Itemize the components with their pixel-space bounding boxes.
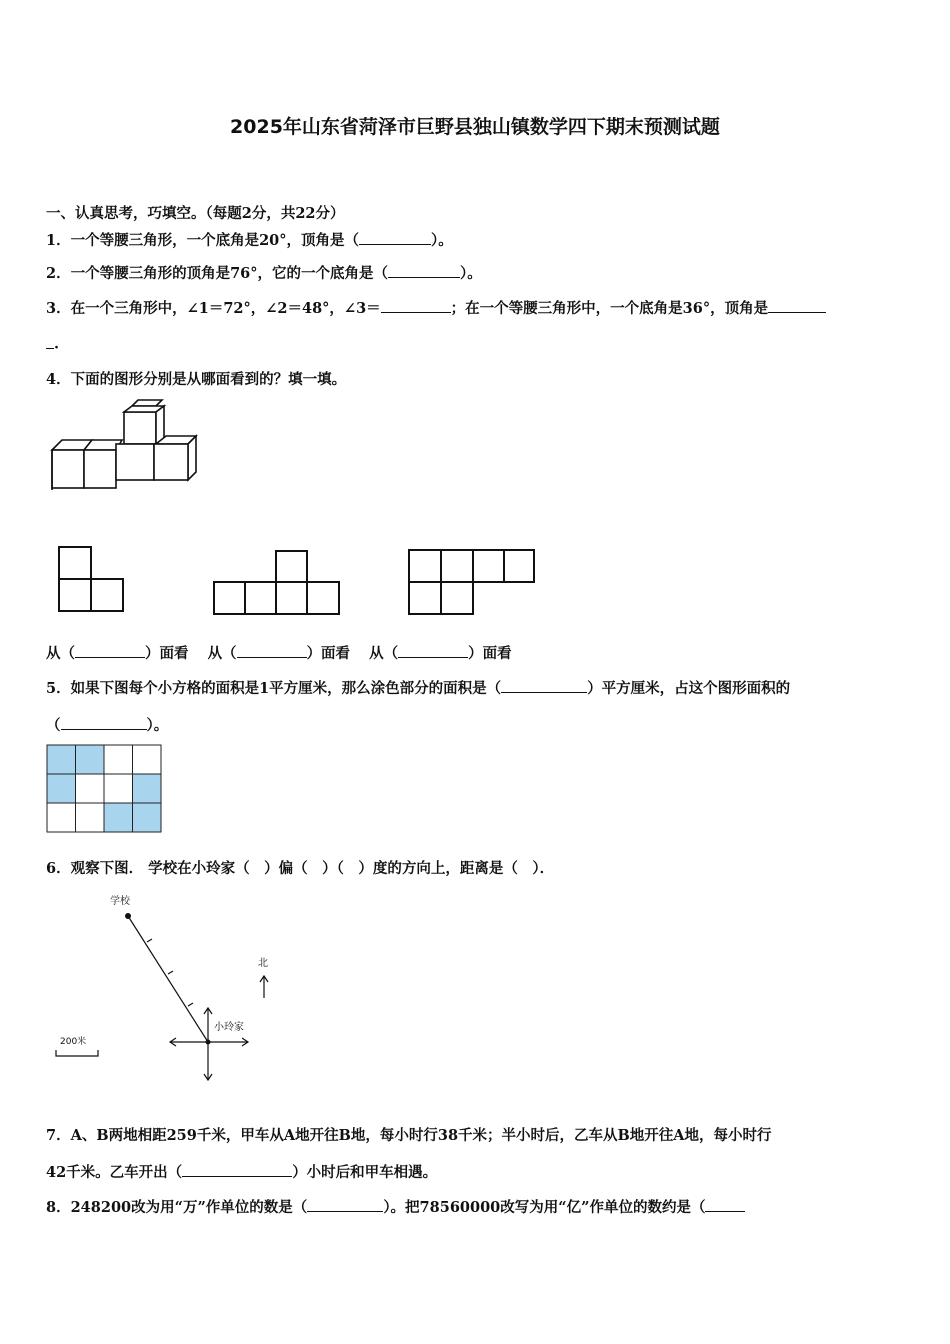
label-scale: 200米 — [60, 1037, 87, 1047]
q3-answer-blank-1[interactable] — [381, 298, 451, 314]
question-2 — [46, 262, 482, 283]
grid-cell-shaded — [76, 745, 105, 774]
q8-answer-blank-2[interactable] — [705, 1197, 745, 1213]
grid-cell — [104, 774, 133, 803]
q8-text-mid: ）。把78560000改写为用“亿”作单位的数约是（ — [383, 1199, 706, 1216]
grid-cell-shaded — [133, 774, 162, 803]
view2-answer-blank[interactable] — [237, 643, 307, 659]
grid-cell — [104, 745, 133, 774]
view3-prefix: 从（ — [369, 645, 399, 662]
question-8 — [46, 1196, 745, 1217]
question-3-cont — [46, 333, 59, 353]
q3-text: 3．在一个三角形中，∠1＝72°，∠2＝48°，∠3＝ — [46, 300, 381, 317]
grid-cell — [76, 774, 105, 803]
view2-prefix: 从（ — [207, 645, 237, 662]
grid-cell-shaded — [47, 745, 76, 774]
q2-answer-blank[interactable] — [388, 263, 460, 279]
cube-stack-figure — [46, 398, 206, 498]
grid-cell — [47, 803, 76, 832]
view-figure-2 — [210, 548, 344, 618]
q3-answer-blank-2[interactable] — [768, 298, 826, 314]
grid-cell-shaded — [47, 774, 76, 803]
q1-answer-blank[interactable] — [359, 230, 431, 246]
view-figure-1 — [55, 544, 127, 614]
question-3 — [46, 297, 826, 318]
label-north: 北 — [258, 958, 268, 969]
direction-map — [46, 890, 286, 1090]
view3-suffix: ）面看 — [468, 645, 512, 662]
question-5 — [46, 677, 790, 698]
grid-cell — [133, 745, 162, 774]
q5-text-mid: ）平方厘米，占这个图形面积的 — [587, 680, 791, 697]
page-title: 2025年山东省菏泽市巨野县独山镇数学四下期末预测试题 — [230, 116, 720, 138]
question-6: 6．观察下图． 学校在小玲家（ ）偏（ ）（ ）度的方向上，距离是（ ）． — [46, 860, 555, 877]
q2-text-end: ）。 — [460, 265, 482, 282]
section-heading: 一、认真思考，巧填空。（每题2分，共22分） — [46, 205, 345, 222]
view-figure-3 — [405, 546, 539, 618]
view1-suffix: ）面看 — [145, 645, 189, 662]
q5-answer-blank-2[interactable] — [61, 715, 147, 731]
question-1 — [46, 229, 453, 250]
view1-answer-blank[interactable] — [75, 643, 145, 659]
home-point — [206, 1040, 211, 1045]
label-home: 小玲家 — [214, 1022, 244, 1033]
q5-text-paren: （ — [46, 717, 61, 734]
q7-answer-blank[interactable] — [182, 1162, 292, 1178]
q8-text: 8．248200改为用“万”作单位的数是（ — [46, 1199, 308, 1216]
question-7-cont — [46, 1161, 437, 1182]
q3-text-mid: ；在一个等腰三角形中，一个底角是36°，顶角是 — [450, 300, 769, 317]
question-7: 7．A、B两地相距259千米，甲车从A地开往B地，每小时行38千米；半小时后，乙车从B地开往A地，每小时行 — [46, 1127, 772, 1144]
grid-cell — [76, 803, 105, 832]
shaded-grid — [46, 744, 162, 834]
q7-text-end: ）小时后和甲车相遇。 — [292, 1164, 438, 1181]
label-school: 学校 — [110, 896, 130, 907]
q2-text: 2．一个等腰三角形的顶角是76°，它的一个底角是（ — [46, 265, 389, 282]
view2-suffix: ）面看 — [306, 645, 351, 662]
q5-text-end: ）。 — [146, 717, 169, 734]
grid-cell-shaded — [133, 803, 162, 832]
view1-prefix: 从（ — [46, 645, 75, 662]
view3-answer-blank[interactable] — [398, 643, 468, 659]
question-4: 4．下面的图形分别是从哪面看到的？填一填。 — [46, 371, 347, 388]
q1-text: 1．一个等腰三角形，一个底角是20°，顶角是（ — [46, 232, 360, 249]
q8-answer-blank-1[interactable] — [307, 1197, 383, 1213]
q3-answer-blank-2-cont[interactable] — [46, 333, 54, 349]
grid-cell-shaded — [104, 803, 133, 832]
q3-text-end: . — [54, 335, 60, 353]
q5-text: 5．如果下图每个小方格的面积是1平方厘米，那么涂色部分的面积是（ — [46, 680, 502, 697]
q1-text-end: ）。 — [431, 232, 453, 249]
school-point — [125, 913, 131, 919]
question-5-cont — [46, 714, 168, 735]
view-labels-row — [46, 642, 512, 663]
q5-answer-blank-1[interactable] — [501, 678, 587, 694]
q7-text: 42千米。乙车开出（ — [46, 1164, 183, 1181]
